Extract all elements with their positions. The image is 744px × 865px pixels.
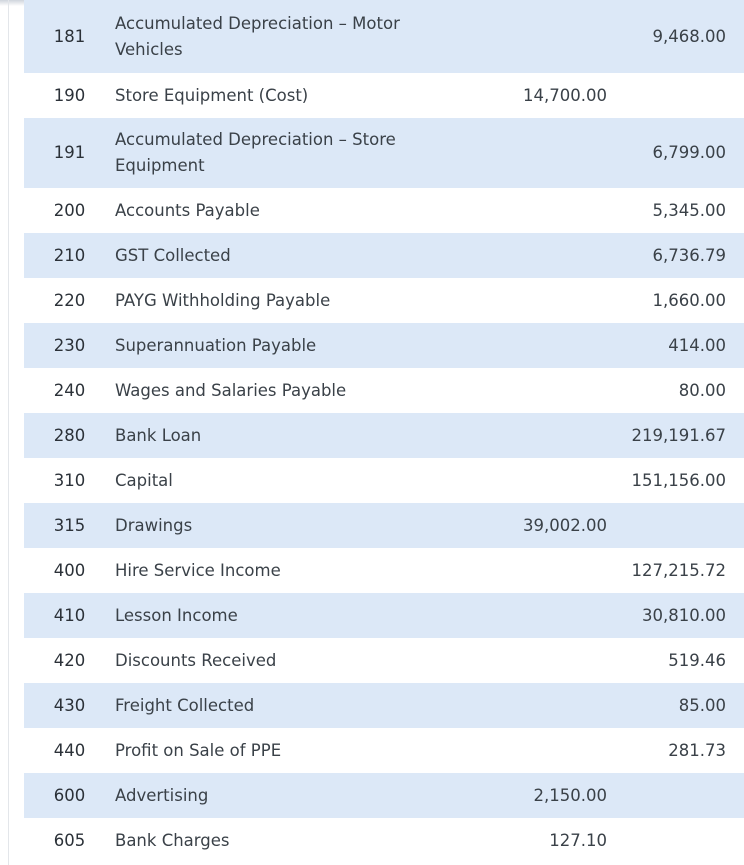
account-name: Bank Loan	[115, 425, 202, 445]
debit-amount	[431, 323, 607, 368]
credit-amount	[607, 773, 726, 818]
debit-amount	[431, 0, 607, 73]
account-name: Drawings	[115, 515, 193, 535]
table-row	[24, 503, 744, 548]
account-code: 181	[53, 26, 86, 46]
account-code: 191	[53, 143, 86, 162]
account-code: 230	[53, 335, 86, 355]
credit-amount: 6,736.79	[652, 245, 726, 265]
debit-amount	[431, 413, 607, 458]
table-row	[24, 683, 744, 728]
account-name: Accounts Payable	[115, 200, 260, 220]
account-code: 400	[53, 560, 86, 580]
table-row	[24, 323, 744, 368]
debit-amount: 39,002.00	[523, 515, 607, 535]
credit-amount: 1,660.00	[652, 290, 726, 310]
table-row	[24, 0, 744, 73]
table-row	[24, 458, 744, 503]
credit-amount: 151,156.00	[631, 470, 726, 490]
account-name: Store Equipment (Cost)	[115, 85, 309, 105]
account-code: 315	[53, 515, 86, 535]
credit-amount: 85.00	[678, 695, 726, 715]
table-row	[24, 278, 744, 323]
account-code: 210	[53, 245, 86, 265]
credit-amount: 30,810.00	[642, 605, 726, 625]
account-name: GST Collected	[115, 245, 231, 265]
debit-amount: 14,700.00	[523, 85, 607, 105]
credit-amount: 9,468.00	[652, 26, 726, 46]
account-name: Superannuation Payable	[115, 335, 317, 355]
account-code: 200	[53, 200, 86, 220]
credit-amount: 219,191.67	[631, 425, 726, 445]
table-row	[24, 118, 744, 188]
credit-amount: 519.46	[668, 650, 726, 670]
debit-amount	[431, 458, 607, 503]
account-code: 190	[53, 85, 86, 105]
table-row	[24, 773, 744, 818]
table-row	[24, 638, 744, 683]
account-name: Accumulated Depreciation – Store Equipment	[115, 130, 396, 175]
debit-amount: 127.10	[549, 830, 607, 850]
account-name: Capital	[115, 470, 173, 490]
debit-amount	[431, 368, 607, 413]
debit-amount	[431, 728, 607, 773]
table-row	[24, 818, 744, 863]
credit-amount: 127,215.72	[631, 560, 726, 580]
debit-amount	[431, 233, 607, 278]
table-row	[24, 548, 744, 593]
account-code: 220	[53, 290, 86, 310]
debit-amount	[431, 548, 607, 593]
debit-amount	[431, 278, 607, 323]
account-name: Accumulated Depreciation – Motor Vehicles	[115, 13, 400, 59]
credit-amount: 281.73	[668, 740, 726, 760]
account-name: Wages and Salaries Payable	[115, 380, 347, 400]
account-name: Lesson Income	[115, 605, 238, 625]
debit-amount	[431, 638, 607, 683]
debit-amount	[431, 118, 607, 188]
credit-amount: 414.00	[668, 335, 726, 355]
account-code: 240	[53, 380, 86, 400]
table-row	[24, 728, 744, 773]
account-name: Profit on Sale of PPE	[115, 740, 282, 760]
left-margin-rule	[8, 0, 9, 865]
account-name: Bank Charges	[115, 830, 230, 850]
credit-amount: 80.00	[678, 380, 726, 400]
table-row	[24, 188, 744, 233]
table-row	[24, 368, 744, 413]
account-code: 410	[53, 605, 86, 625]
table-row	[24, 413, 744, 458]
debit-amount: 2,150.00	[533, 785, 607, 805]
credit-amount: 6,799.00	[652, 143, 726, 162]
account-code: 600	[53, 785, 86, 805]
credit-amount	[607, 818, 726, 863]
credit-amount	[607, 73, 726, 118]
account-code: 310	[53, 470, 86, 490]
table-row	[24, 73, 744, 118]
table-row	[24, 233, 744, 278]
trial-balance-table	[24, 0, 744, 863]
account-code: 430	[53, 695, 86, 715]
debit-amount	[431, 593, 607, 638]
account-name: Advertising	[115, 785, 209, 805]
account-name: Discounts Received	[115, 650, 277, 670]
account-name: Hire Service Income	[115, 560, 281, 580]
table-row	[24, 593, 744, 638]
account-code: 280	[53, 425, 86, 445]
account-code: 440	[53, 740, 86, 760]
debit-amount	[431, 188, 607, 233]
credit-amount	[607, 503, 726, 548]
account-name: Freight Collected	[115, 695, 255, 715]
credit-amount: 5,345.00	[652, 200, 726, 220]
debit-amount	[431, 683, 607, 728]
account-name: PAYG Withholding Payable	[115, 290, 331, 310]
account-code: 605	[53, 830, 86, 850]
account-code: 420	[53, 650, 86, 670]
